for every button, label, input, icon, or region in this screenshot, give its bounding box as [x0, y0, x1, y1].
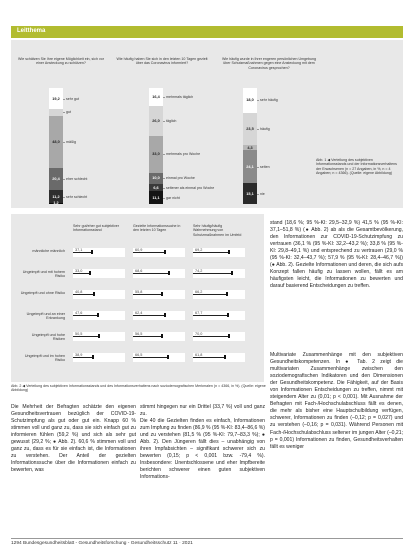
figure-2-value-marker: [97, 313, 99, 317]
figure-1-leader-line: [163, 121, 165, 122]
figure-1-leader-line: [163, 154, 165, 155]
figure-2-value-marker: [161, 334, 163, 338]
figure-2-value-marker: [92, 355, 94, 359]
figure-2-value-label: 66,2: [195, 290, 203, 294]
figure-2-value-label: 68,6: [135, 269, 143, 273]
figure-2-value-label: 56,5: [135, 332, 143, 336]
figure-1-leader-line: [63, 179, 65, 180]
figure-1-bar-segment: [49, 88, 63, 109]
figure-1-segment-value: 1,2: [53, 201, 59, 206]
figure-2-value-label: 67,7: [195, 311, 203, 315]
mid-column-paragraph-1: stimmt hingegen nur ein Drittel (33,7 %) voll und ganz zu.: [140, 404, 265, 418]
figure-1-segment-value: 18,0: [246, 98, 254, 103]
figure-1-stacked-bar: [243, 88, 257, 204]
figure-1-segment-value: 24,1: [246, 164, 254, 169]
left-column-paragraph-1: Die Mehrheit der Befragten schätzte den eigenen Gesundheitsvertrauen bezüglich der COVID-19-Schutzimpfung als gut oder gut ein. Knapp 60 % stimmen voll und ganz zu, dass sie sich einfach gut zu informieren fühlen (59,2 %) und sich als sehr gut gewusst (29,2 %; ● Abb. 2). 60,6 % stimmen voll und ganz zu, dass es für sie einfach ist, die Informationen zu verstehen. Der Anteil der gezielten Informationssuche über die Informationen einfach zu bewerten, was: [11, 404, 136, 474]
figure-2-value-marker: [164, 250, 166, 254]
figure-1-segment-value: 26,0: [152, 119, 160, 124]
figure-2-value-marker: [227, 313, 229, 317]
figure-2-value-label: 74,2: [195, 269, 203, 273]
figure-2-row-label: Ungeimpft und ohne Risiko: [20, 291, 65, 295]
figure-1-bar-segment: [149, 136, 163, 173]
figure-1-segment-label: gut: [66, 110, 71, 115]
figure-2-value-marker: [161, 292, 163, 296]
figure-2-column-header: Sehr gut/eher gut subjektiver Informationsstand: [73, 224, 119, 233]
figure-1-chart-heading: Wie häufig haben Sie sich in den letzten 10 Tagen gezielt über das Coronavirus informiert?: [116, 57, 208, 66]
figure-1: [11, 40, 403, 208]
figure-1-segment-label: seltener als einmal pro Woche: [166, 185, 215, 190]
figure-1-leader-line: [163, 178, 165, 179]
figure-1-stacked-bar: [49, 88, 63, 204]
figure-1-segment-value: 11,1: [152, 195, 160, 200]
figure-1-segment-value: 10,0: [152, 176, 160, 181]
figure-2-value-label: 62,4: [135, 311, 143, 315]
figure-1-chart-heading: Wie schätzen Sie Ihre eigene Möglichkeit ein, sich vor einer Ansteckung zu schützen?: [18, 57, 104, 66]
figure-1-bar-segment: [149, 88, 163, 106]
figure-2-value-label: 70,0: [195, 332, 203, 336]
figure-1-leader-line: [63, 112, 65, 113]
figure-2-value-marker: [89, 271, 91, 275]
figure-1-segment-value: 48,0: [52, 139, 60, 144]
figure-1-bar-segment: [149, 106, 163, 135]
figure-1-segment-value: 19,2: [52, 96, 60, 101]
figure-2: [11, 214, 264, 382]
section-header: [11, 26, 403, 38]
figure-1-leader-line: [63, 99, 65, 100]
page-footer: [11, 538, 403, 550]
figure-2-value-label: 61,8: [195, 353, 203, 357]
figure-2-value-marker: [98, 334, 100, 338]
figure-2-row-label: Ungeimpft und an einer Erkrankung: [26, 312, 65, 321]
mid-column-paragraph-2: Die 40 die Gezielten finden es einfach, Informationen zum Impfung zu finden (86,9 % (95 %-KI: 83,4–86,6 %) und zu verstehen (81,5 % (95 %-KI: 79,7–83,3 %); ● Abb. 2). Den Jüngeren fällt dies – unabhängig von ihren Impfabsichten – signifikant schwerer sich zu bewerten (0,15; p < 0,001 bzw. -79,4 %). Insbesondere: Unentschlossene und eher Impfbereite berichten schwerer einen guten subjektiven Informations-: [140, 418, 265, 481]
figure-2-caption: Abb. 2 ◀ Verteilung des subjektiven Informationsstands und des Informationsverhaltens nach soziodemografischen Merkmalen (n = 4366, in %). (Quelle: eigene Abbildung): [11, 384, 266, 393]
figure-2-value-label: 38,9: [75, 353, 83, 357]
figure-2-value-marker: [164, 313, 166, 317]
footer-text: 1294 Bundesgesundheitsblatt - Gesundheitsforschung - Gesundheitsschutz 11 · 2021: [11, 541, 193, 546]
figure-2-value-label: 66,5: [135, 353, 143, 357]
figure-1-bar-segment: [49, 203, 63, 204]
figure-2-value-label: 69,2: [195, 248, 203, 252]
figure-2-value-marker: [224, 355, 226, 359]
figure-1-segment-value: 11,2: [52, 194, 60, 199]
figure-2-value-marker: [226, 292, 228, 296]
figure-2-value-label: 40,8: [75, 290, 83, 294]
figure-1-segment-label: sehr schlecht: [66, 194, 88, 199]
figure-1-caption: Abb. 1 ◀ Verteilung des subjektiven Informationsstands und der Informationsverhaltens der Erwachsenen (n = 27 Angaben, in %, n = 4 Angaben; n = 4366). (Quelle: eigene Abbildung): [316, 158, 397, 175]
figure-1-leader-line: [163, 198, 165, 199]
figure-1-segment-value: 4,3: [247, 145, 253, 150]
figure-1-segment-value: 33,0: [152, 152, 160, 157]
figure-2-value-label: 37,1: [75, 248, 83, 252]
figure-2-value-marker: [228, 250, 230, 254]
figure-1-segment-label: mehrmals pro Woche: [166, 152, 201, 157]
figure-1-segment-label: häufig: [260, 126, 270, 131]
right-column-paragraph-2: Multivariate Zusammenhänge mit den subjektiven Gesundheitskompetenzen. In ● Tab. 2 zeigt die multivariaten Zusammenhänge zwischen den soziodemografischen Indikatoren und den Dimensionen der Gesundheitskompetenz. Die Fähigkeit, auf der Basis von Informationen Entscheidungen zu treffen, nimmt mit steigendem Alter zu (0,01; p < 0,001). Mit Ausnahme der Befragten mit Fach-/Hochschulabschluss fällt es denen, die mehr als bisher eine Hauptschulbildung verfügen, schwerer, Informationen zu finden (–0,12; p = 0,027) und zu verstehen (–0,16; p = 0,031). Während Personen mit Fach-/Hochschulabschluss seltener im jungen Alter (–0,21; p = 0,001) Informationen zu finden, Gesundheitsverhalten fällt es weniger: [270, 352, 403, 450]
figure-2-value-marker: [231, 271, 233, 275]
figure-2-column-header: Sehr häufig/häufig Wahrnehmung von Schutzmaßnahmen im Umfeld: [193, 224, 242, 237]
figure-1-leader-line: [63, 197, 65, 198]
figure-1-leader-line: [63, 142, 65, 143]
figure-2-row-label: Ungeimpft und mit hohem Risiko: [22, 270, 65, 279]
section-label: Leitthema: [17, 28, 46, 34]
figure-1-segment-label: sehr gut: [66, 96, 79, 101]
figure-1-leader-line: [163, 188, 165, 189]
figure-1-segment-label: gar nicht: [166, 195, 180, 200]
figure-1-segment-value: 15,1: [246, 191, 254, 196]
figure-1-bar-segment: [149, 173, 163, 184]
figure-2-row-label: Ungeimpft und im hohen Risiko: [24, 354, 65, 363]
figure-2-value-marker: [167, 355, 169, 359]
figure-1-segment-label: nie: [260, 191, 265, 196]
figure-1-bar-segment: [243, 113, 257, 145]
figure-1-segment-label: täglich: [166, 119, 177, 124]
figure-1-segment-value: 20,4: [52, 177, 60, 182]
figure-2-value-label: 47,6: [75, 311, 83, 315]
figure-2-value-marker: [93, 292, 95, 296]
figure-1-bar-segment: [149, 191, 163, 203]
figure-2-value-marker: [91, 250, 93, 254]
figure-1-segment-label: sehr häufig: [260, 98, 278, 103]
figure-1-bar-segment: [149, 184, 163, 191]
figure-2-value-marker: [168, 271, 170, 275]
figure-1-segment-label: einmal pro Woche: [166, 176, 195, 181]
figure-2-value-label: 55,8: [135, 290, 143, 294]
figure-1-leader-line: [257, 100, 259, 101]
figure-2-row-label: männliche männlich: [32, 249, 65, 253]
figure-2-value-label: 50,5: [75, 332, 83, 336]
figure-1-bar-segment: [243, 150, 257, 183]
figure-2-value-marker: [228, 334, 230, 338]
figure-1-chart-heading: Wie häufig wurde in Ihrer engeren persönlichen Umgebung über Schutzmaßnahmen gegen eine Ansteckung mit dem Coronavirus gesprochen?: [221, 57, 317, 70]
figure-1-bar-segment: [243, 88, 257, 113]
figure-2-value-label: 33,0: [75, 269, 83, 273]
figure-1-segment-label: mäßig: [66, 139, 76, 144]
figure-1-leader-line: [257, 194, 259, 195]
figure-1-segment-label: mehrmals täglich: [166, 95, 194, 100]
figure-2-column-header: Gezielte Informationssuche in den letzten 10 Tagen: [133, 224, 181, 233]
figure-1-stacked-bar: [149, 88, 163, 204]
figure-1-segment-value: 23,5: [246, 126, 254, 131]
figure-1-bar-segment: [243, 183, 257, 204]
figure-1-segment-label: eher schlecht: [66, 177, 88, 182]
figure-1-segment-value: 16,4: [152, 95, 160, 100]
figure-1-leader-line: [257, 129, 259, 130]
figure-1-segment-label: selten: [260, 164, 270, 169]
figure-1-leader-line: [163, 97, 165, 98]
figure-1-leader-line: [257, 167, 259, 168]
figure-1-segment-value: 6,6: [153, 185, 159, 190]
figure-2-row-label: Ungeimpft und hohe Risiken: [31, 333, 65, 342]
figure-1-bar-segment: [49, 116, 63, 169]
right-column-paragraph-1: stand (18,6 %; 95 %-KI: 29,5–32,9 %) 41,5 % (95 %-KI: 37,1–51,8 %) (● Abb. 2) ab als die Gesamtbevölkerung, den Informationen zur COVID-19-Schutzimpfung zu vertrauen (36,1 % (95 %-KI: 32,2–43,2 %); 33,8 % (95 %-KI: 29,8–49,1 %) und entsprechend zu vertrauen (29,0 % (95 %-KI: 32,4–43,7 %); 57,9 % (95 %-KI: 28,4–46,7 %)) (● Abb. 2). Gezielte Informationen und deren, die sich aufs Konzept fallen häufig zu lassen wollen, fällt es am häufigsten leicht, die Informationen zu bewerten und darauf basierend Entscheidungen zu treffen.: [270, 220, 403, 290]
figure-2-value-label: 60,9: [135, 248, 143, 252]
figure-1-bar-segment: [49, 168, 63, 190]
